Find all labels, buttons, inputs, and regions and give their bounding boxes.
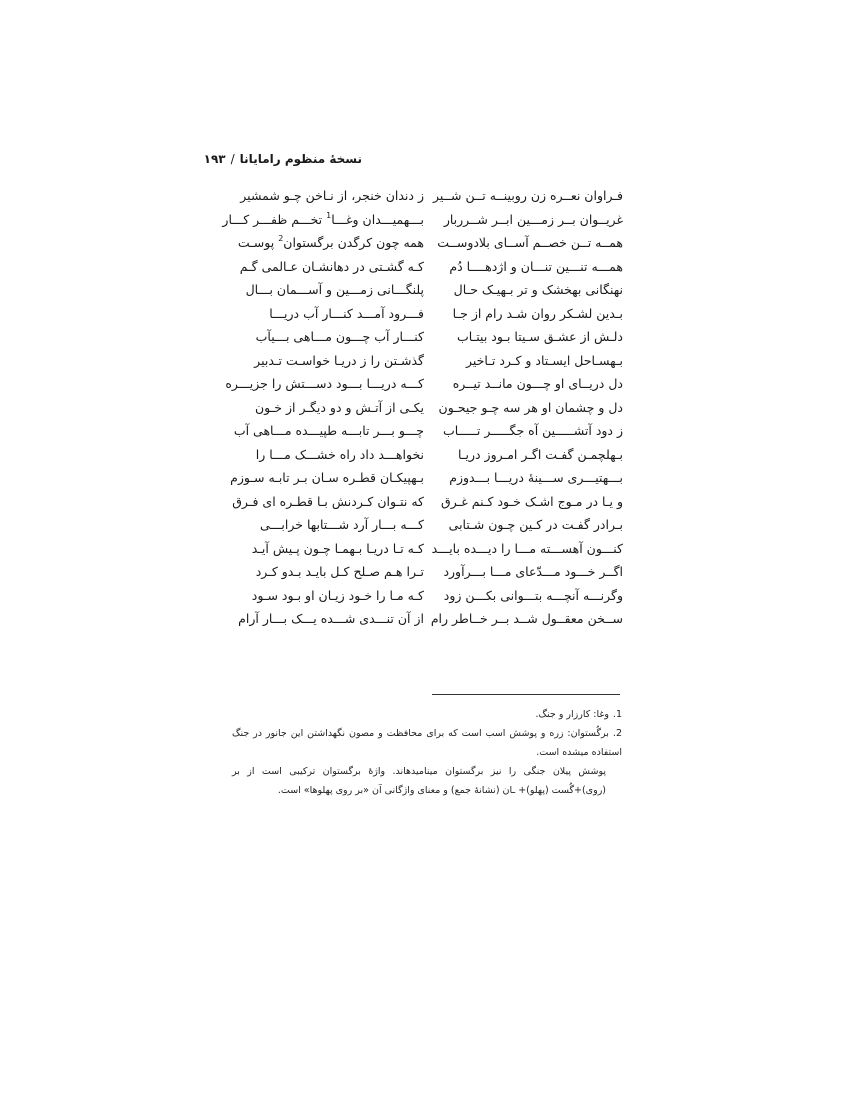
running-head-title: نسخۀ منظوم رامایانا — [239, 152, 362, 166]
verse-line: فـــرود آمـــد کنـــار آب دریـــا — [269, 305, 424, 321]
verse-line: نخواهـــد داد راه خشـــک مـــا را — [255, 446, 424, 462]
verse-line: بـهلچمـن گفـت اگـر امـروز دریـا — [458, 446, 623, 462]
verse-line: کـه مـا را خـود زیـان او بـود سـود — [251, 587, 424, 603]
poem-column-left — [222, 184, 424, 631]
footnote-text: برگُستوان: زره و پوشش اسب است که برای محافظت و مصون نگهداشتن این جانور در جنگ استفاده میشده است. — [232, 728, 622, 758]
verse-line: تـرا هـم صـلح کـل بایـد بـدو کـرد — [255, 564, 424, 579]
verse-line: کـه گشـتی در دهانشـان عـالمی گـم — [239, 258, 424, 274]
verse-segment: بـــهمیـــدان وغـــا — [331, 211, 424, 227]
page-number: ۱۹۳ — [203, 152, 226, 166]
verse-line: پلنگـــانی زمـــین و آســـمان بـــال — [245, 282, 424, 297]
verse-line: کنـــار آب چـــون مـــاهی بـــیآب — [255, 329, 424, 344]
footnote-text: وغا: کارزار و جنگ. — [535, 709, 609, 720]
verse-line: کـــه بـــار آرد شـــتابها خرابـــی — [260, 517, 424, 532]
verse-line: دلـش از عشـق سـیتا بـود بیتـاب — [457, 329, 623, 344]
verse-line: نهنگانی بهخشک و تر بـهیـک حـال — [453, 282, 623, 297]
verse-line: کـــه دریـــا بـــود دســـتش را جزیـــره — [225, 376, 424, 391]
verse-line: همــه تــن خصــم آســای بلادوســت — [437, 235, 623, 250]
verse-line: ســخن معقــول شــد بــر خــاطر رام — [430, 611, 623, 626]
verse-line: بـــهتیـــری ســـینۀ دریـــا بـــدوزم — [449, 470, 623, 485]
verse-line: دل و چشمان او هر سه چـو جیحـون — [438, 399, 623, 415]
verse-line: بـهپیکـان قطـره سـان بـر تابـه سـوزم — [230, 470, 424, 485]
poem-column-right — [425, 184, 623, 631]
footnote-text: پوشش پیلان جنگی را نیز برگستوان مینامیدهاند. واژۀ برگستوان ترکیبی است از بر (روی)+گُست (پهلو)+ ـان (نشانۀ جمع) و معنای واژگانی آن «بر روی پهلوها» است. — [232, 766, 606, 796]
footnote-marker[interactable]: 1 — [326, 210, 332, 220]
verse-segment: همه چون کرگدن برگستوان — [283, 235, 424, 250]
footnote — [232, 705, 622, 724]
verse-line: کـه تـا دریـا بـهمـا چـون پـیش آیـد — [251, 540, 424, 556]
verse-segment: پوسـت — [237, 235, 279, 250]
verse-line: فـراوان نعــره زن روبینــه تــن شــیر — [433, 188, 623, 203]
verse-line: بـدین لشـکر روان شـد رام از جـا — [452, 305, 623, 321]
verse-segment: تخـــم ظفـــر کـــار — [222, 211, 327, 227]
verse-line: چـــو بـــر تابـــه طپیـــده مـــاهی آب — [233, 423, 424, 438]
verse-line: که نتـوان کـردنش بـا قطـره ای فـرق — [232, 493, 424, 509]
verse-line: همـــه تنـــین تنـــان و اژدهــــا دُم — [449, 258, 623, 274]
footnote-number: 1. — [612, 709, 622, 720]
verse-line: کنـــون آهســـته مـــا را دیـــده بایـــد — [431, 540, 623, 556]
footnote — [232, 724, 622, 762]
footnote-number: 2. — [612, 728, 622, 739]
footnote-marker[interactable]: 2 — [278, 234, 284, 243]
verse-line: اگــر خـــود مـــدّعای مـــا بـــرآورد — [443, 564, 623, 579]
verse-line: از آن تنـــدی شـــده یـــک بـــار آرام — [238, 611, 424, 626]
footnotes — [232, 705, 622, 800]
verse-line: ز دود آتشـــــین آه جگـــــر تـــــاب — [443, 423, 623, 438]
verse-line: وگرنـــه آنچـــه بتـــوانی بکـــن زود — [443, 587, 623, 603]
verse-line: گذشـتن را ز دریـا خواسـت تـدبیر — [254, 352, 424, 368]
verse-line — [226, 231, 424, 255]
verse-line — [222, 208, 424, 232]
running-head — [204, 152, 362, 166]
verse-line: غریــوان بــر زمـــین ابــر شــرربار — [443, 211, 623, 227]
verse-line: یکـی از آتـش و دو دیگـر از خـون — [254, 399, 424, 415]
running-head-separator: / — [230, 152, 235, 166]
verse-line: بـرادر گفـت در کـین چـون شـتابی — [448, 517, 623, 532]
verse-line: و یـا در مـوج اشـک خـود کـنم غـرق — [441, 493, 623, 509]
verse-line: دل دریــای او چـــون مانــد تیــره — [452, 376, 623, 391]
footnote-divider — [432, 694, 620, 695]
footnote — [232, 762, 622, 800]
verse-line: ز دندان خنجر، از نـاخن چـو شمشیر — [240, 188, 424, 203]
verse-line: بـهسـاحل ایسـتاد و کـرد تـاخیر — [466, 352, 623, 368]
